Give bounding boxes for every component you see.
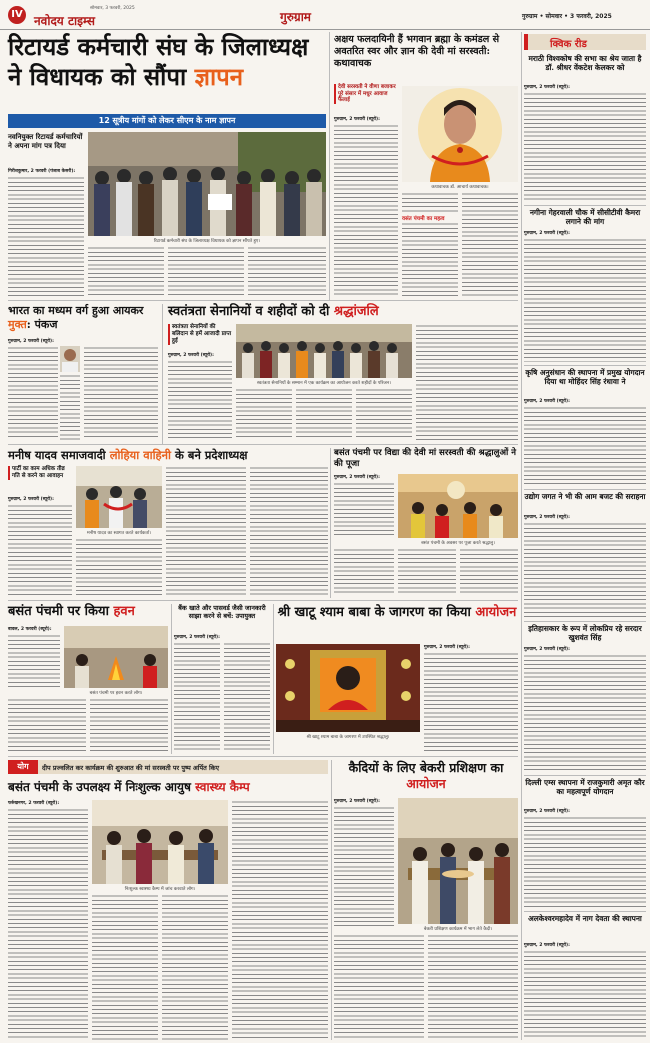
quick-read-head: अलकेश्वरमहादेव में नाग देवता की स्थापना — [528, 914, 642, 923]
quick-read-label: क्विक रीड — [550, 39, 587, 50]
swatantrata-headline-emph: श्रद्धांजलि — [333, 304, 379, 319]
divider-1 — [329, 32, 330, 300]
kaidi-headline-text: कैदियों के लिए बेकरी प्रशिक्षण का — [348, 760, 504, 775]
lohiya-headline — [8, 448, 328, 462]
basant-vidya-byline: गुरुग्राम, 2 फरवरी (ब्यूरो): — [334, 475, 380, 480]
camp-body-col4 — [232, 800, 328, 1040]
bank-headline: बैंक खाते और पासवर्ड जैसी जानकारी साझा करने से बचें: उपायुक्त — [178, 604, 266, 620]
swatantrata-photo — [236, 324, 412, 378]
quick-read-item — [524, 624, 646, 642]
quick-read-body — [524, 816, 646, 908]
saraswati-deck-text: देवी सरस्वती ने वीणा बजाकर पूरे संसार में मधुर आवाज फैलाई — [334, 84, 398, 104]
swatantrata-body-col4 — [356, 388, 412, 440]
lead-headline-text: रिटायर्ड कर्मचारी संघ के जिलाध्यक्ष ने विधायक को सौंपा — [8, 32, 309, 91]
saraswati-body-col4 — [462, 192, 518, 296]
saraswati-byline: गुरुग्राम, 2 फरवरी (ब्यूरो): — [334, 117, 380, 122]
quick-read-item — [524, 914, 646, 923]
lohiya-body-col2 — [76, 538, 162, 596]
swatantrata-body-col5 — [416, 324, 518, 440]
camp-body-col3 — [162, 894, 228, 1040]
divider-4 — [330, 448, 331, 598]
saraswati-body-col1 — [334, 124, 398, 296]
lead-photo — [88, 132, 326, 236]
divider-h-4 — [8, 756, 518, 757]
quick-read-item — [524, 208, 646, 226]
hawan-body-col3 — [90, 698, 168, 752]
date-line: गुरुग्राम • सोमवार • 3 फरवरी, 2025 — [522, 13, 612, 20]
basant-vidya-body-col2 — [334, 548, 394, 596]
hawan-headline — [8, 604, 168, 620]
lead-body-col4 — [248, 246, 326, 296]
quick-read-body — [524, 238, 646, 362]
swatantrata-caption: स्वतंत्रता सेनानियों के सम्मान में एक कार्यक्रम का आयोजन करते शहीदों के परिजन। — [257, 381, 391, 386]
aayakar-body-col2 — [60, 374, 80, 440]
quick-read-item — [524, 492, 646, 501]
lead-body-col2 — [88, 246, 164, 296]
bank-byline: गुरुग्राम, 2 फरवरी (ब्यूरो): — [174, 635, 220, 640]
quick-read-body — [524, 522, 646, 618]
lohiya-caption: मनीष यादव का स्वागत करते कार्यकर्ता। — [87, 531, 151, 536]
quick-read-body — [524, 654, 646, 772]
quick-read-byline: गुरुग्राम, 2 फरवरी (ब्यूरो): — [524, 647, 570, 652]
divider-h-3 — [8, 600, 518, 601]
saraswati-body-col3 — [402, 222, 458, 296]
camp-body-col1 — [8, 808, 88, 1040]
camp-caption: निःशुल्क स्वास्थ्य कैम्प में जांच करवाते लोग। — [124, 887, 196, 892]
quick-read-head: दिल्ली एम्स स्थापना में राजकुमारी अमृत कौर का महत्वपूर्ण योगदान — [525, 778, 645, 797]
divider-2 — [521, 32, 522, 1040]
hawan-headline-emph: हवन — [113, 604, 135, 619]
swatantrata-body-col2 — [236, 388, 292, 440]
khatu-headline-emph: आयोजन — [475, 605, 517, 620]
divider-6 — [273, 604, 274, 754]
saraswati-deck — [334, 84, 398, 104]
bank-body-col1 — [174, 642, 220, 752]
camp-body-col2 — [92, 894, 158, 1040]
kaidi-headline — [334, 760, 518, 792]
quick-read-divider — [524, 489, 646, 490]
kaidi-byline: गुरुग्राम, 2 फरवरी (ब्यूरो): — [334, 799, 380, 804]
kaidi-photo — [398, 798, 518, 924]
lohiya-headline-emph: लोहिया वाहिनी — [109, 448, 172, 462]
aayakar-body-col3 — [84, 346, 158, 440]
quick-read-item — [524, 54, 646, 72]
lohiya-deck-text: पार्टी का काम अधिक तीव्र गति से करने का आवाहन — [8, 466, 72, 480]
quick-read-divider — [524, 911, 646, 912]
basant-vidya-caption: बसंत पंचमी के अवसर पर पूजा करते श्रद्धालु। — [421, 541, 495, 546]
swatantrata-body-col3 — [296, 388, 352, 440]
camp-headline — [8, 780, 328, 795]
aayakar-headline-emph: मुक्त — [8, 318, 27, 331]
basant-vidya-photo — [398, 474, 518, 538]
aayakar-body-col1 — [8, 346, 58, 440]
basant-vidya-headline: बसंत पंचमी पर विद्या की देवी मां सरस्वती की श्रद्धालुओं ने की पूजा — [334, 448, 516, 469]
khatu-headline — [276, 604, 518, 621]
lohiya-body-col3 — [166, 466, 246, 596]
yog-text: दीप प्रज्वलित कर कार्यक्रम की शुरुआत की मां सरस्वती पर पुष्प अर्पित किए — [42, 764, 220, 772]
kaidi-body-col3 — [428, 934, 518, 1040]
quick-read-head: मराठी विश्वकोष की सभा का श्रेय जाता है डॉ. श्रीधर वेंकटेश केलकर को — [528, 54, 642, 73]
divider-5 — [171, 604, 172, 754]
quick-read-byline: गुरुग्राम, 2 फरवरी (ब्यूरो): — [524, 515, 570, 520]
basant-vidya-body-col3 — [398, 548, 456, 596]
lead-photo-caption: रिटायर्ड कर्मचारी संघ के जिलाध्यक्ष विधायक को ज्ञापन सौंपते हुए। — [153, 239, 261, 244]
divider-h-1 — [8, 300, 518, 301]
quick-read-byline: गुरुग्राम, 2 फरवरी (ब्यूरो): — [524, 943, 570, 948]
lead-headline-emph: ज्ञापन — [194, 62, 244, 91]
aayakar-photo — [60, 346, 80, 372]
lead-byline: गिरीशकुमार, 2 फरवरी (पंजाब केसरी): — [8, 169, 76, 174]
lohiya-body-col4 — [250, 466, 328, 596]
lohiya-deck — [8, 466, 72, 480]
bank-body-col2 — [224, 642, 270, 752]
quick-read-head: नगीना गेहरवाली चौक में सीसीटीवी कैमरा लगाने की मांग — [529, 208, 641, 227]
hawan-body-col1 — [8, 634, 60, 688]
khatu-headline-text: श्री खाटू श्याम बाबा के जागरण का किया — [277, 605, 471, 620]
divider-7 — [331, 760, 332, 1040]
quick-read-byline: गुरुग्राम, 2 फरवरी (ब्यूरो): — [524, 231, 570, 236]
saraswati-photo — [402, 86, 518, 182]
quick-read-divider — [524, 775, 646, 776]
kaidi-caption: बेकरी प्रशिक्षण कार्यक्रम में भाग लेते कैदी। — [423, 927, 493, 932]
basant-vidya-body-col4 — [460, 548, 518, 596]
quick-read-body — [524, 92, 646, 202]
swatantrata-deck — [168, 324, 232, 345]
swatantrata-byline: गुरुग्राम, 2 फरवरी (ब्यूरो): — [168, 353, 214, 358]
khatu-byline: गुरुग्राम, 2 फरवरी (ब्यूरो): — [424, 645, 470, 650]
lohiya-byline: गुरुग्राम, 2 फरवरी (ब्यूरो): — [8, 497, 54, 502]
aayakar-byline: गुरुग्राम, 2 फरवरी (ब्यूरो): — [8, 339, 54, 344]
camp-byline: फर्रुखनगर, 2 फरवरी (ब्यूरो): — [8, 801, 60, 806]
lead-headline — [8, 32, 326, 92]
lead-subhead: 12 सूत्रीय मांगों को लेकर सीएम के नाम ज्ञापन — [98, 116, 236, 125]
quick-read-item — [524, 778, 646, 796]
saraswati-caption: कथावाचक डॉ. आचार्य कथावाचक। — [431, 185, 489, 190]
basant-vidya-body-col1 — [334, 482, 394, 538]
quick-read-body — [524, 950, 646, 1038]
hawan-body-col2 — [8, 698, 86, 752]
quick-read-divider — [524, 365, 646, 366]
lohiya-body-col1 — [8, 504, 72, 596]
quick-read-byline: गुरुग्राम, 2 फरवरी (ब्यूरो): — [524, 809, 570, 814]
aayakar-headline — [8, 304, 158, 332]
masthead — [0, 0, 650, 30]
saraswati-body-col2 — [402, 192, 458, 212]
quick-read-divider — [524, 205, 646, 206]
page-number: IV — [8, 6, 26, 24]
swatantrata-headline-text: स्वतंत्रता सेनानियों व शहीदों को दी — [168, 304, 330, 319]
quick-read-byline: गुरुग्राम, 2 फरवरी (ब्यूरो): — [524, 399, 570, 404]
kaidi-body-col1 — [334, 806, 394, 926]
lead-side-head — [8, 132, 84, 150]
khatu-photo — [276, 644, 420, 732]
divider-3 — [162, 304, 163, 444]
lohiya-headline-text: मनीष यादव समाजवादी — [8, 448, 106, 462]
lead-body-col1 — [8, 176, 84, 296]
lead-body-col3 — [168, 246, 244, 296]
yog-label: योग — [8, 760, 38, 774]
swatantrata-body-col1 — [168, 360, 232, 440]
hawan-caption: बसंत पंचमी पर हवन करते लोग। — [89, 691, 143, 696]
aayakar-headline-text: भारत का मध्यम वर्ग हुआ आयकर — [8, 304, 144, 317]
hawan-byline: बावल, 2 फरवरी (ब्यूरो): — [8, 627, 52, 632]
camp-photo — [92, 800, 228, 884]
camp-headline-text: बसंत पंचमी के उपलक्ष्य में निःशुल्क आयुष — [8, 780, 191, 794]
khatu-caption: श्री खाटू श्याम बाबा के जागरण में उपस्थित श्रद्धालु। — [306, 735, 390, 740]
hawan-headline-text: बसंत पंचमी पर किया — [8, 604, 109, 619]
quick-read-item — [524, 368, 646, 386]
lead-side-head-text: नवनियुक्त रिटायर्ड कर्मचारियों ने अपना मांग पत्र दिया — [8, 132, 83, 150]
paper-name: नवोदय टाइम्स — [34, 14, 96, 28]
aayakar-headline-tail: : पंकज — [26, 318, 58, 331]
quick-read-divider — [524, 621, 646, 622]
quick-read-head: कृषि अनुसंधान की स्थापना में प्रमुख योगदान दिया था मोहिंदर सिंह रंधावा ने — [525, 368, 645, 387]
quick-read-body — [524, 406, 646, 486]
quick-read-byline: गुरुग्राम, 2 फरवरी (ब्यूरो): — [524, 85, 570, 90]
kaidi-body-col2 — [334, 934, 424, 1040]
swatantrata-headline — [168, 304, 518, 320]
hawan-photo — [64, 626, 168, 688]
lohiya-headline-tail: के बने प्रदेशाध्यक्ष — [175, 448, 248, 462]
saraswati-headline: अक्षय फलदायिनी हैं भगवान ब्रह्मा के कमंडल से अवतरित स्वर और ज्ञान की देवी मां सरस्वती: कथावाचक — [334, 34, 500, 69]
swatantrata-deck-text: स्वतंत्रता सेनानियों की बलिदान से हमें आजादी प्राप्त हुई — [168, 324, 232, 345]
khatu-body-col1 — [424, 652, 518, 752]
divider-h-2 — [8, 444, 518, 445]
quick-read-head: इतिहासकार के रूप में लोकप्रिय रहे सरदार खुशवंत सिंह — [528, 624, 642, 643]
date-small: सोमवार, 3 फरवरी, 2025 — [90, 6, 135, 11]
quick-read-head: उद्योग जगत ने भी की आम बजट की सराहना — [524, 492, 646, 501]
section-title: गुरुग्राम — [280, 10, 311, 24]
lohiya-photo — [76, 466, 162, 528]
kaidi-headline-emph: आयोजन — [406, 776, 446, 791]
saraswati-sub1: वसंत पंचमी का महत्व — [402, 216, 445, 222]
camp-headline-emph: स्वास्थ्य कैम्प — [195, 780, 250, 794]
